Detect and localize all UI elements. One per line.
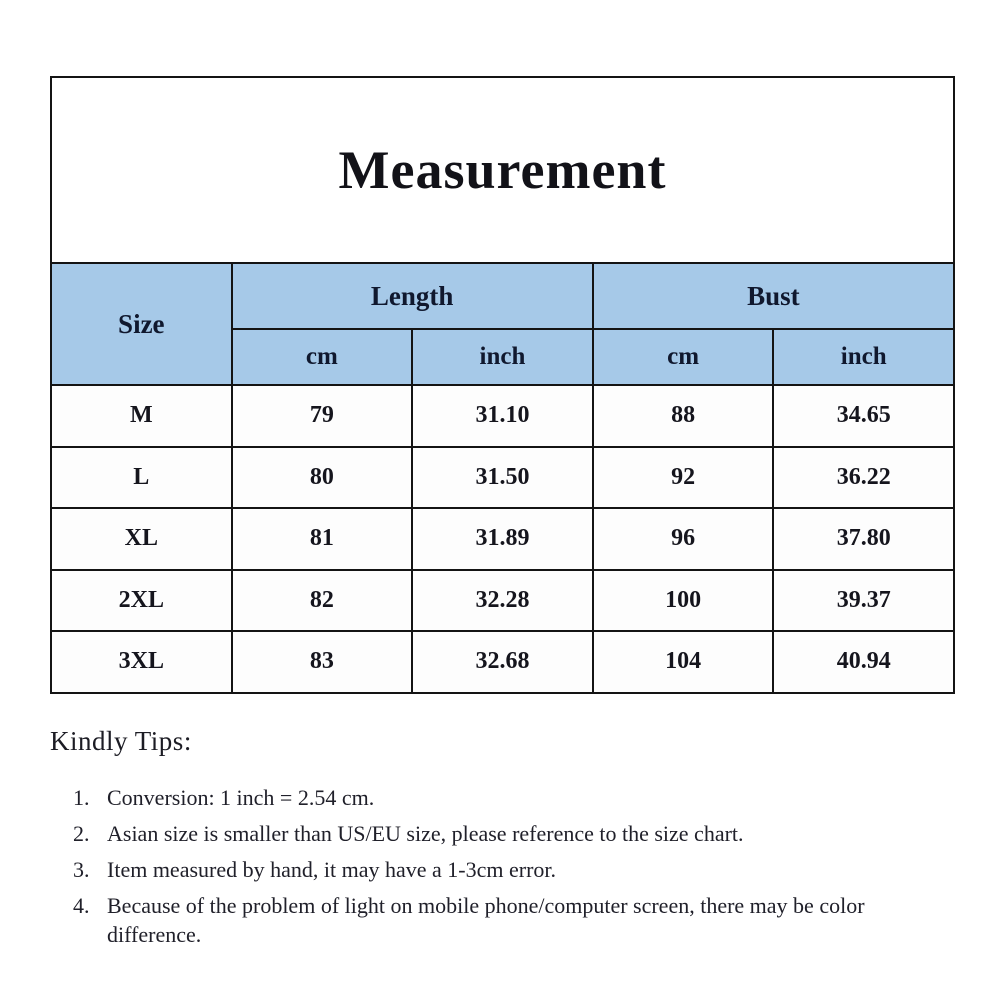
column-header-size: Size: [51, 263, 232, 385]
value-cell: 82: [232, 570, 413, 632]
measurement-table: [50, 76, 955, 694]
value-cell: 36.22: [773, 447, 954, 509]
size-cell: 2XL: [51, 570, 232, 632]
tips-heading: Kindly Tips:: [50, 726, 192, 756]
unit-header-length-cm: cm: [232, 329, 413, 385]
kindly-tips-section: [50, 726, 960, 956]
value-cell: 80: [232, 447, 413, 509]
size-cell: 3XL: [51, 631, 232, 693]
value-cell: 96: [593, 508, 774, 570]
unit-header-length-inch: inch: [412, 329, 593, 385]
table-row: [51, 385, 954, 447]
column-header-length: Length: [232, 263, 593, 329]
column-header-bust: Bust: [593, 263, 954, 329]
tip-item: 3. Item measured by hand, it may have a 1-3cm error.: [95, 855, 960, 884]
unit-header-bust-cm: cm: [593, 329, 774, 385]
tip-item: 2. Asian size is smaller than US/EU size, please reference to the size chart.: [95, 819, 960, 848]
page-title: Measurement: [51, 77, 954, 263]
value-cell: 39.37: [773, 570, 954, 632]
value-cell: 83: [232, 631, 413, 693]
value-cell: 88: [593, 385, 774, 447]
table-row: [51, 447, 954, 509]
size-cell: M: [51, 385, 232, 447]
table-row: [51, 570, 954, 632]
size-cell: L: [51, 447, 232, 509]
value-cell: 79: [232, 385, 413, 447]
value-cell: 32.68: [412, 631, 593, 693]
value-cell: 37.80: [773, 508, 954, 570]
value-cell: 40.94: [773, 631, 954, 693]
value-cell: 81: [232, 508, 413, 570]
value-cell: 31.89: [412, 508, 593, 570]
value-cell: 31.50: [412, 447, 593, 509]
value-cell: 34.65: [773, 385, 954, 447]
value-cell: 104: [593, 631, 774, 693]
group-header-row: [51, 263, 954, 329]
value-cell: 100: [593, 570, 774, 632]
size-cell: XL: [51, 508, 232, 570]
unit-header-bust-inch: inch: [773, 329, 954, 385]
table-row: [51, 508, 954, 570]
value-cell: 31.10: [412, 385, 593, 447]
value-cell: 92: [593, 447, 774, 509]
tip-item: 4. Because of the problem of light on mobile phone/computer screen, there may be color difference.: [95, 891, 960, 949]
value-cell: 32.28: [412, 570, 593, 632]
table-row: [51, 631, 954, 693]
title-row: [51, 77, 954, 263]
tips-list: [95, 783, 960, 949]
tip-item: 1. Conversion: 1 inch = 2.54 cm.: [95, 783, 960, 812]
